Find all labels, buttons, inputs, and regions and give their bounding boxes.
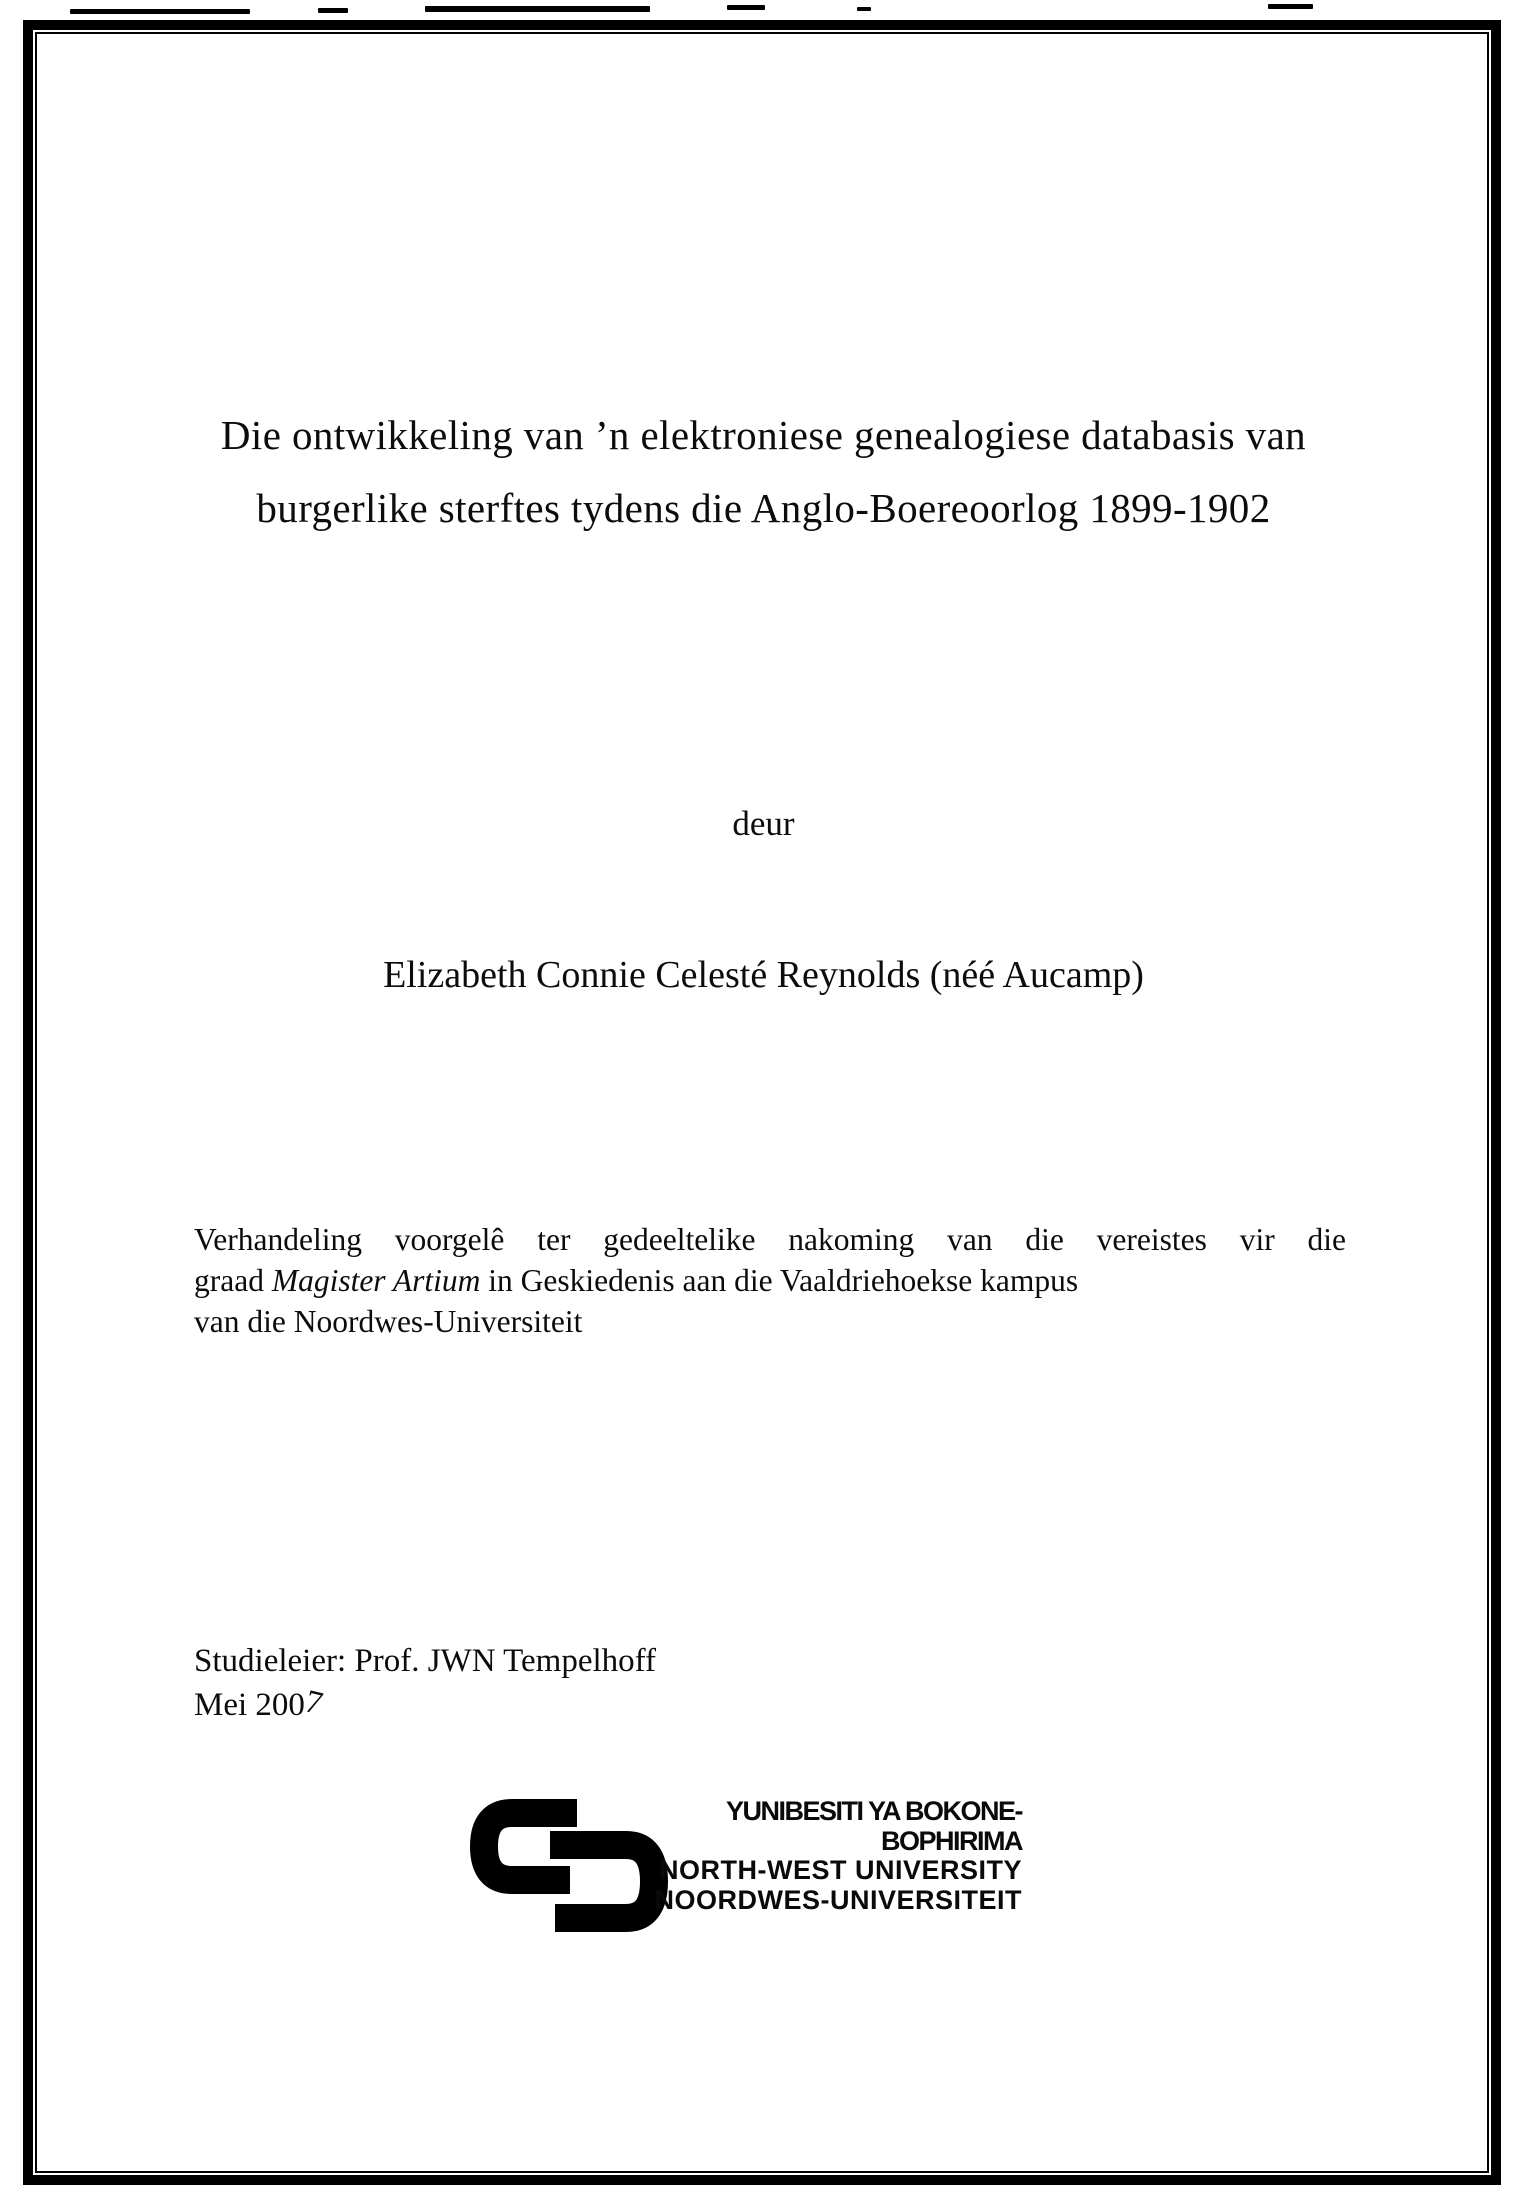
scan-artifact — [1268, 4, 1313, 9]
scan-artifact — [857, 7, 871, 11]
byline-label: deur — [732, 804, 795, 843]
scan-artifact — [425, 6, 650, 12]
scan-artifact — [70, 9, 250, 14]
statement-line2-post: in Geskiedenis aan die Vaaldriehoekse kampus — [480, 1263, 1079, 1298]
logo-line-setswana: YUNIBESITI YA BOKONE-BOPHIRIMA — [725, 1796, 1022, 1856]
thesis-statement — [194, 1219, 1346, 1342]
statement-line2 — [194, 1260, 1346, 1301]
date-prefix: Mei 200 — [194, 1687, 305, 1723]
date-last-digit: 7 — [301, 1683, 327, 1723]
statement-line1: Verhandeling voorgelê ter gedeeltelike nakoming van die vereistes vir die — [194, 1222, 1346, 1257]
degree-name: Magister Artium — [271, 1263, 481, 1298]
nwu-logo-wordmark — [585, 1797, 1022, 1915]
supervisor-block — [194, 1639, 656, 1727]
author-name: Elizabeth Connie Celesté Reynolds (néé Aucamp) — [383, 954, 1144, 996]
date-line — [194, 1683, 656, 1727]
statement-line2-pre: graad — [194, 1263, 272, 1298]
statement-line3: van die Noordwes-Universiteit — [194, 1304, 583, 1339]
scan-artifact — [318, 8, 348, 13]
thesis-title-line1: Die ontwikkeling van ’n elektroniese genealogiese databasis van — [220, 412, 1307, 458]
supervisor-line: Studieleier: Prof. JWN Tempelhoff — [194, 1643, 657, 1679]
thesis-title — [0, 399, 1527, 545]
logo-line-english: NORTH-WEST UNIVERSITY — [658, 1855, 1022, 1885]
scan-artifact — [727, 5, 765, 10]
logo-line-afrikaans: NOORDWES-UNIVERSITEIT — [654, 1884, 1022, 1915]
thesis-title-line2: burgerlike sterftes tydens die Anglo-Boereoorlog 1899-1902 — [256, 485, 1271, 531]
